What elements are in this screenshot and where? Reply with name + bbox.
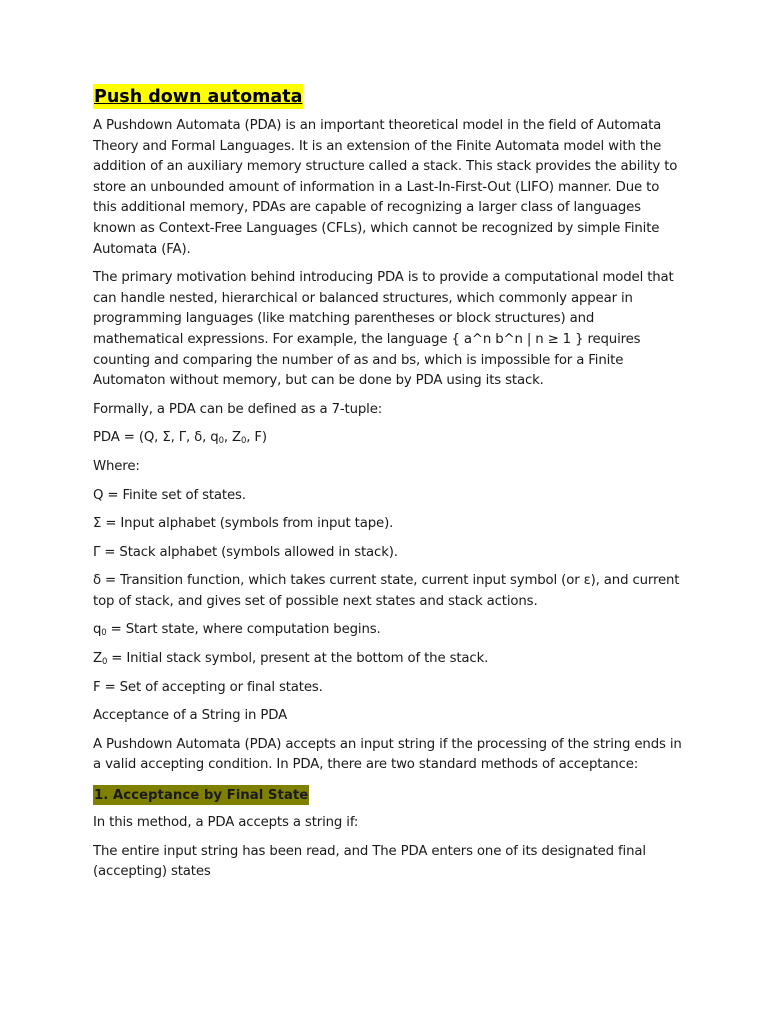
- intro-paragraph: A Pushdown Automata (PDA) is an important theoretical model in the field of Automata Theory and Formal Languages. It is an extension of the Finite Automata model with the addition of an auxiliary memory structure called a stack. This stack provides the ability to store an unbounded amount of information in a Last-In-First-Out (LIFO) manner. Due to this additional memory, PDAs are capable of recognizing a larger class of languages known as Context-Free Languages (CFLs), which cannot be recognized by simple Finite Automata (FA).: [93, 118, 678, 257]
- tuple-sub-q: 0: [218, 436, 224, 447]
- tuple-sub-z: 0: [240, 436, 247, 447]
- definition-input-alphabet: Σ = Input alphabet (symbols from input tape).: [93, 516, 394, 532]
- start-state-symbol: q: [93, 622, 102, 638]
- stack-symbol-subscript: 0: [101, 657, 108, 668]
- pda-tuple: [93, 428, 683, 449]
- definition-states: Q = Finite set of states.: [93, 487, 246, 503]
- definition-stack-alphabet: Γ = Stack alphabet (symbols allowed in stack).: [93, 544, 398, 560]
- tuple-prefix: PDA = (Q, Σ, Γ, δ, q: [93, 430, 219, 446]
- acceptance-heading: Acceptance of a String in PDA: [93, 708, 288, 724]
- motivation-paragraph: The primary motivation behind introducing PDA is to provide a computational model that can handle nested, hierarchical or balanced structures, which commonly appear in programming languages (like matching parentheses or block structures) and mathematical expressions. For example, the language { a^n b^n | n ≥ 1 } requires counting and comparing the number of as and bs, which is impossible for a Finite Automaton without memory, but can be done by PDA using its stack.: [93, 270, 674, 389]
- definition-initial-stack-symbol: [93, 649, 683, 670]
- tuple-mid: , Z: [223, 430, 241, 446]
- start-state-subscript: 0: [101, 628, 107, 639]
- definition-transition-function: δ = Transition function, which takes current state, current input symbol (or ε), and current top of stack, and gives set of possible next states and stack actions.: [93, 573, 680, 609]
- definition-final-states: F = Set of accepting or final states.: [93, 679, 323, 695]
- formal-definition-intro: Formally, a PDA can be defined as a 7-tuple:: [93, 401, 383, 417]
- document-body: [93, 84, 683, 891]
- definition-start-state: [93, 620, 683, 641]
- where-label: Where:: [93, 458, 140, 474]
- final-state-heading: 1. Acceptance by Final State: [93, 785, 309, 805]
- stack-symbol: Z: [93, 651, 102, 667]
- stack-symbol-text: = Initial stack symbol, present at the bottom of the stack.: [107, 651, 489, 667]
- acceptance-condition-paragraph: The entire input string has been read, and The PDA enters one of its designated final (accepting) states: [93, 843, 646, 880]
- acceptance-paragraph: A Pushdown Automata (PDA) accepts an input string if the processing of the string ends in a valid accepting condition. In PDA, there are two standard methods of acceptance:: [93, 736, 682, 773]
- page-title: Push down automata: [93, 84, 303, 109]
- method-paragraph: In this method, a PDA accepts a string if:: [93, 815, 359, 831]
- start-state-text: = Start state, where computation begins.: [106, 622, 381, 638]
- tuple-suffix: , F): [246, 430, 267, 446]
